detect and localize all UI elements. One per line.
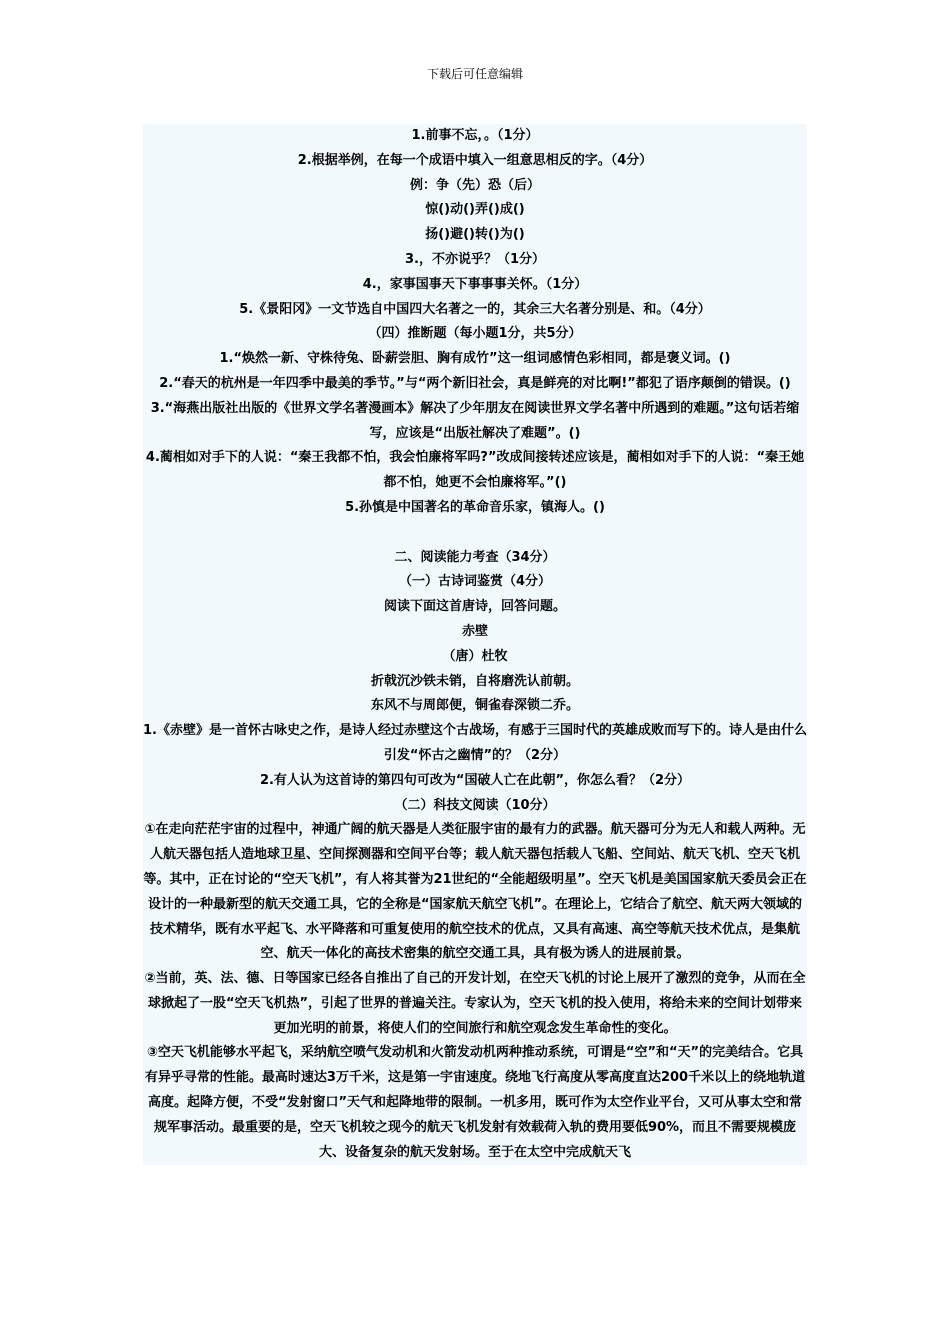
poetry-q2: 2.有人认为这首诗的第四句可改为“国破人亡在此朝”，你怎么看？（2分）: [259, 772, 691, 788]
document-body: [143, 124, 807, 1165]
science-paragraph-1: ①在走向茫茫宇宙的过程中，神通广阔的航天器是人类征服宇宙的最有力的武器。航天器可分为无人和载人两种。无人航天器包括人造地球卫星、空间探测器和空间平台等；载人航天器包括载人飞船、空间站、航天飞机、空天飞机等。其中，正在讨论的“空天飞机”，有人将其誉为21世纪的“全能超级明星”。空天飞机是美国国家航天委员会正在设计的一种最新型的航天交通工具，它的全称是“国家航天航空飞机”。在理论上，它结合了航空、航天两大领域的技术精华，既有水平起飞、水平降落和可重复使用的航空技术的优点，又具有高速、高空等航天技术优点，是集航空、航天一体化的高技术密集的航空交通工具，具有极为诱人的进展前景。: [143, 822, 807, 962]
fill-blank-example: 例：争（先）恐（后）: [409, 177, 540, 193]
page-header: 下载后可任意编辑: [426, 67, 523, 81]
judgement-section-title: （四）推断题（每小题1分，共5分）: [368, 326, 582, 342]
fill-blank-q5: 5.《景阳冈》一文节选自中国四大名著之一的，其余三大名著分别是、和。（4分）: [239, 301, 711, 317]
fill-blank-idioms-row1: 惊()动()弄()成(): [425, 202, 525, 218]
fill-blank-q3: 3.，不亦说乎？（1分）: [404, 251, 546, 267]
fill-blank-q2: 2.根据举例，在每一个成语中填入一组意思相反的字。（4分）: [297, 152, 653, 168]
section-gap: [143, 521, 807, 546]
judgement-q2: 2.“春天的杭州是一年四季中最美的季节。”与“两个新旧社会，真是鲜亮的对比啊!”都犯了语序颠倒的错误。(): [159, 375, 791, 391]
poem-line-1: 折戟沉沙铁未销，自将磨洗认前朝。: [370, 673, 579, 689]
fill-blank-q4: 4.，家事国事天下事事事关怀。（1分）: [362, 276, 588, 292]
science-paragraph-3: ③空天飞机能够水平起飞，采纳航空喷气发动机和火箭发动机两种推动系统，可谓是“空”和“天”的完美结合。它具有异乎寻常的性能。最高时速达3万千米，这是第一宇宙速度。绕地飞行高度从零高度直达200千米以上的绕地轨道高度。起降方便，不受“发射窗口”天气和起降地带的限制。一机多用，既可作为太空作业平台，又可从事太空和常规军事活动。最重要的是，空天飞机较之现今的航天飞机发射有效载荷入轨的费用要低90%，而且不需要规模庞大、设备复杂的航天发射场。至于在太空中完成航天飞: [144, 1045, 806, 1160]
poem-line-2: 东风不与周郎便，铜雀春深锁二乔。: [370, 698, 579, 714]
poem-title: 赤壁: [461, 623, 488, 639]
poem-author: （唐）杜牧: [442, 648, 508, 664]
judgement-q4: 4.蔺相如对手下的人说：“秦王我都不怕，我会怕廉将军吗?”改成间接转述应该是，蔺相如对手下的人说：“秦王她都不怕，她更不会怕廉将军。”(): [145, 450, 805, 491]
science-paragraph-2: ②当前，英、法、德、日等国家已经各自推出了自己的开发计划，在空天飞机的讨论上展开了激烈的竞争，从而在全球掀起了一股“空天飞机热”，引起了世界的普遍关注。专家认为，空天飞机的投入使用，将给未来的空间计划带来更加光明的前景，将使人们的空间旅行和航空观念发生革命性的变化。: [144, 971, 806, 1036]
reading-section-title: 二、阅读能力考查（34分）: [394, 549, 556, 565]
judgement-q5: 5.孙慎是中国著名的革命音乐家，镇海人。(): [345, 499, 605, 515]
judgement-q1: 1.“焕然一新、守株待兔、卧薪尝胆、胸有成竹”这一组词感情色彩相同，都是褒义词。(): [219, 351, 731, 367]
science-subsection-title: （二）科技文阅读（10分）: [394, 797, 556, 813]
fill-blank-q1: 1.前事不忘，。（1分）: [411, 128, 539, 143]
poetry-subsection-title: （一）古诗词鉴赏（4分）: [398, 574, 552, 590]
poetry-q1: 1.《赤壁》是一首怀古咏史之作，是诗人经过赤壁这个古战场，有感于三国时代的英雄成败而写下的。诗人是由什么引发“怀古之幽情”的？（2分）: [143, 723, 807, 763]
fill-blank-idioms-row2: 扬()避()转()为(): [425, 227, 525, 243]
poetry-instruction: 阅读下面这首唐诗，回答问题。: [383, 599, 566, 615]
judgement-q3: 3.“海燕出版社出版的《世界文学名著漫画本》解决了少年朋友在阅读世界文学名著中所遇到的难题。”这句话若缩写，应该是“出版社解决了难题”。(): [150, 400, 800, 441]
